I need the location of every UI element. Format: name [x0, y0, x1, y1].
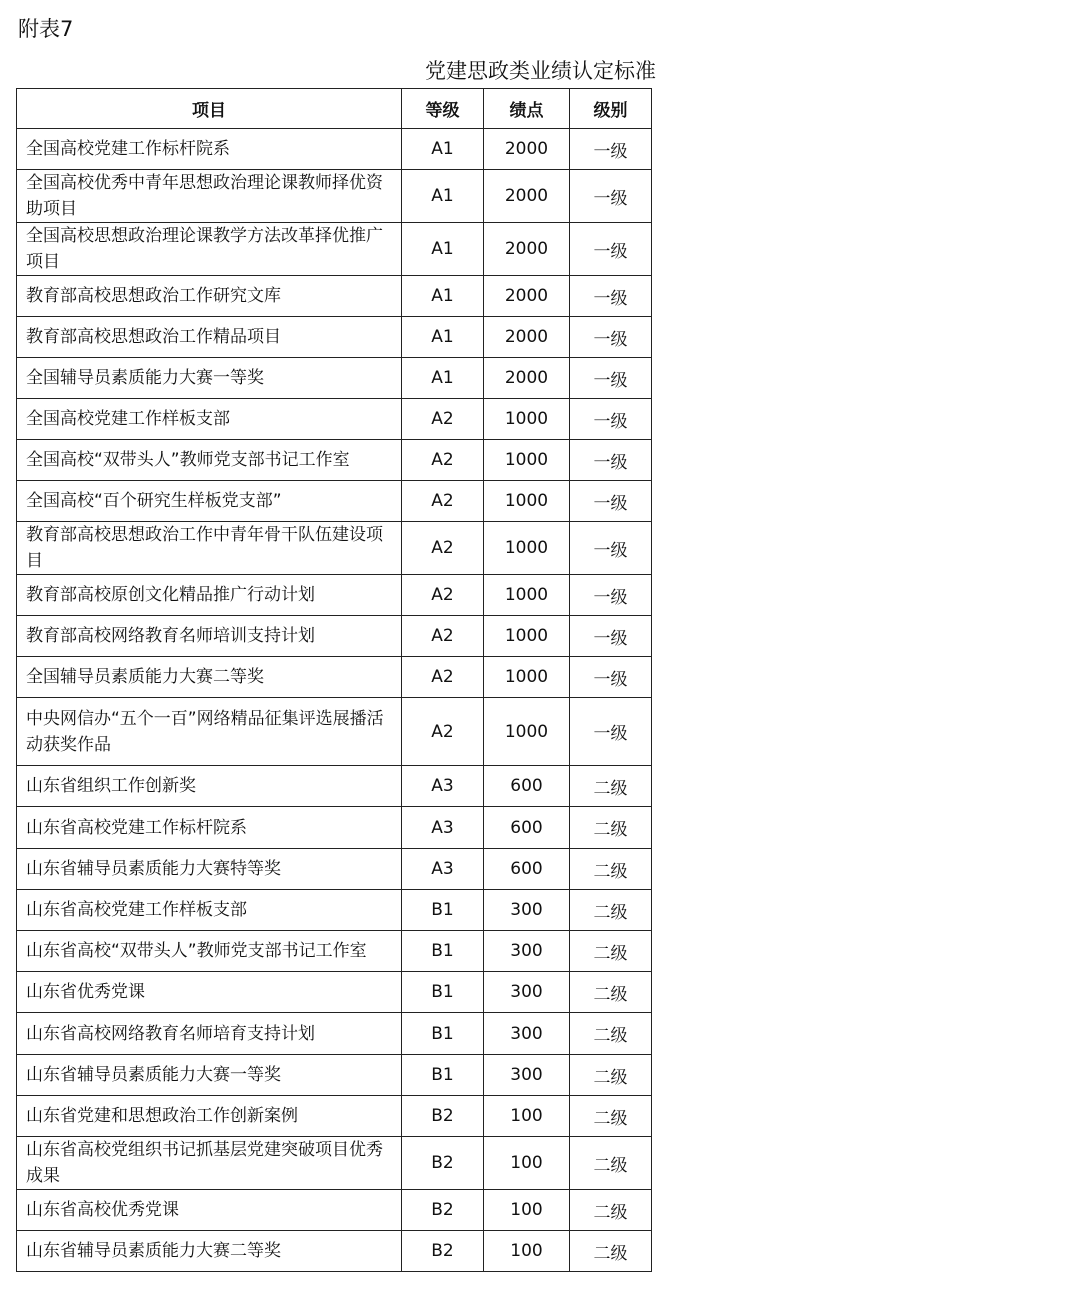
points-cell: 1000: [484, 657, 570, 698]
level-cell: 一级: [570, 481, 652, 522]
grade-cell: B1: [402, 1013, 484, 1055]
header-level: 级别: [570, 89, 652, 129]
level-cell: 二级: [570, 807, 652, 849]
level-cell: 二级: [570, 890, 652, 931]
item-cell: 全国高校“双带头人”教师党支部书记工作室: [17, 440, 402, 481]
table-row: [17, 972, 652, 1013]
grade-cell: B1: [402, 972, 484, 1013]
level-cell: 二级: [570, 1231, 652, 1272]
level-cell: 一级: [570, 170, 652, 223]
grade-cell: A3: [402, 766, 484, 807]
level-cell: 二级: [570, 972, 652, 1013]
level-cell: 二级: [570, 931, 652, 972]
item-cell: 全国高校“百个研究生样板党支部”: [17, 481, 402, 522]
points-cell: 2000: [484, 317, 570, 358]
grade-cell: A2: [402, 698, 484, 766]
points-cell: 2000: [484, 358, 570, 399]
table-row: [17, 440, 652, 481]
points-cell: 1000: [484, 575, 570, 616]
table-row: [17, 849, 652, 890]
level-cell: 一级: [570, 522, 652, 575]
item-cell: 全国辅导员素质能力大赛一等奖: [17, 358, 402, 399]
item-cell: 全国高校党建工作标杆院系: [17, 129, 402, 170]
points-cell: 2000: [484, 223, 570, 276]
table-row: [17, 698, 652, 766]
level-cell: 一级: [570, 317, 652, 358]
level-cell: 二级: [570, 1096, 652, 1137]
table-row: [17, 1013, 652, 1055]
header-item: 项目: [17, 89, 402, 129]
level-cell: 二级: [570, 849, 652, 890]
table-row: [17, 481, 652, 522]
item-cell: 山东省高校党建工作标杆院系: [17, 807, 402, 849]
item-cell: 教育部高校网络教育名师培训支持计划: [17, 616, 402, 657]
points-cell: 2000: [484, 129, 570, 170]
header-grade: 等级: [402, 89, 484, 129]
level-cell: 一级: [570, 223, 652, 276]
points-cell: 100: [484, 1137, 570, 1190]
level-cell: 二级: [570, 1137, 652, 1190]
item-cell: 教育部高校思想政治工作研究文库: [17, 276, 402, 317]
item-cell: 山东省高校党建工作样板支部: [17, 890, 402, 931]
item-cell: 山东省辅导员素质能力大赛一等奖: [17, 1055, 402, 1096]
points-cell: 2000: [484, 170, 570, 223]
level-cell: 一级: [570, 440, 652, 481]
attachment-label: 附表7: [18, 17, 74, 41]
document-title: 党建思政类业绩认定标准: [425, 59, 656, 83]
level-cell: 二级: [570, 1190, 652, 1231]
grade-cell: B2: [402, 1137, 484, 1190]
level-cell: 二级: [570, 766, 652, 807]
table-row: [17, 890, 652, 931]
table-row: [17, 766, 652, 807]
table-row: [17, 657, 652, 698]
points-cell: 1000: [484, 399, 570, 440]
points-cell: 300: [484, 1055, 570, 1096]
item-cell: 山东省高校网络教育名师培育支持计划: [17, 1013, 402, 1055]
grade-cell: A2: [402, 657, 484, 698]
item-cell: 全国高校思想政治理论课教学方法改革择优推广项目: [17, 223, 402, 276]
grade-cell: A1: [402, 170, 484, 223]
item-cell: 教育部高校思想政治工作中青年骨干队伍建设项目: [17, 522, 402, 575]
grade-cell: B2: [402, 1096, 484, 1137]
points-cell: 600: [484, 766, 570, 807]
table-row: [17, 807, 652, 849]
points-cell: 100: [484, 1190, 570, 1231]
grade-cell: B1: [402, 890, 484, 931]
points-cell: 600: [484, 849, 570, 890]
grade-cell: A3: [402, 807, 484, 849]
item-cell: 全国高校优秀中青年思想政治理论课教师择优资助项目: [17, 170, 402, 223]
table-row: [17, 223, 652, 276]
grade-cell: A2: [402, 399, 484, 440]
standards-table: [16, 88, 652, 1272]
grade-cell: A2: [402, 522, 484, 575]
points-cell: 600: [484, 807, 570, 849]
grade-cell: B1: [402, 931, 484, 972]
table-row: [17, 1190, 652, 1231]
table-row: [17, 931, 652, 972]
table-row: [17, 276, 652, 317]
table-row: [17, 358, 652, 399]
item-cell: 全国辅导员素质能力大赛二等奖: [17, 657, 402, 698]
grade-cell: A2: [402, 575, 484, 616]
points-cell: 300: [484, 931, 570, 972]
table-row: [17, 575, 652, 616]
table-row: [17, 1231, 652, 1272]
points-cell: 100: [484, 1096, 570, 1137]
points-cell: 1000: [484, 440, 570, 481]
grade-cell: B1: [402, 1055, 484, 1096]
points-cell: 1000: [484, 698, 570, 766]
item-cell: 山东省党建和思想政治工作创新案例: [17, 1096, 402, 1137]
grade-cell: A1: [402, 317, 484, 358]
grade-cell: A2: [402, 440, 484, 481]
header-points: 绩点: [484, 89, 570, 129]
level-cell: 一级: [570, 358, 652, 399]
table-body: [17, 129, 652, 1272]
grade-cell: A1: [402, 129, 484, 170]
level-cell: 二级: [570, 1013, 652, 1055]
table-row: [17, 1055, 652, 1096]
points-cell: 300: [484, 890, 570, 931]
grade-cell: A1: [402, 223, 484, 276]
level-cell: 二级: [570, 1055, 652, 1096]
table-header-row: [17, 89, 652, 129]
level-cell: 一级: [570, 276, 652, 317]
grade-cell: A2: [402, 481, 484, 522]
item-cell: 山东省高校优秀党课: [17, 1190, 402, 1231]
points-cell: 2000: [484, 276, 570, 317]
points-cell: 300: [484, 972, 570, 1013]
level-cell: 一级: [570, 657, 652, 698]
item-cell: 山东省辅导员素质能力大赛二等奖: [17, 1231, 402, 1272]
table-row: [17, 129, 652, 170]
level-cell: 一级: [570, 575, 652, 616]
level-cell: 一级: [570, 399, 652, 440]
grade-cell: B2: [402, 1190, 484, 1231]
table-row: [17, 522, 652, 575]
item-cell: 教育部高校原创文化精品推广行动计划: [17, 575, 402, 616]
grade-cell: A3: [402, 849, 484, 890]
item-cell: 山东省辅导员素质能力大赛特等奖: [17, 849, 402, 890]
table-row: [17, 399, 652, 440]
table-row: [17, 170, 652, 223]
points-cell: 1000: [484, 522, 570, 575]
level-cell: 一级: [570, 616, 652, 657]
item-cell: 教育部高校思想政治工作精品项目: [17, 317, 402, 358]
level-cell: 一级: [570, 129, 652, 170]
points-cell: 100: [484, 1231, 570, 1272]
item-cell: 山东省高校“双带头人”教师党支部书记工作室: [17, 931, 402, 972]
level-cell: 一级: [570, 698, 652, 766]
table-row: [17, 1096, 652, 1137]
item-cell: 全国高校党建工作样板支部: [17, 399, 402, 440]
item-cell: 山东省组织工作创新奖: [17, 766, 402, 807]
table-row: [17, 1137, 652, 1190]
grade-cell: A1: [402, 276, 484, 317]
points-cell: 300: [484, 1013, 570, 1055]
grade-cell: B2: [402, 1231, 484, 1272]
item-cell: 山东省优秀党课: [17, 972, 402, 1013]
item-cell: 山东省高校党组织书记抓基层党建突破项目优秀成果: [17, 1137, 402, 1190]
item-cell: 中央网信办“五个一百”网络精品征集评选展播活动获奖作品: [17, 698, 402, 766]
grade-cell: A1: [402, 358, 484, 399]
table-row: [17, 616, 652, 657]
points-cell: 1000: [484, 616, 570, 657]
grade-cell: A2: [402, 616, 484, 657]
points-cell: 1000: [484, 481, 570, 522]
table-row: [17, 317, 652, 358]
